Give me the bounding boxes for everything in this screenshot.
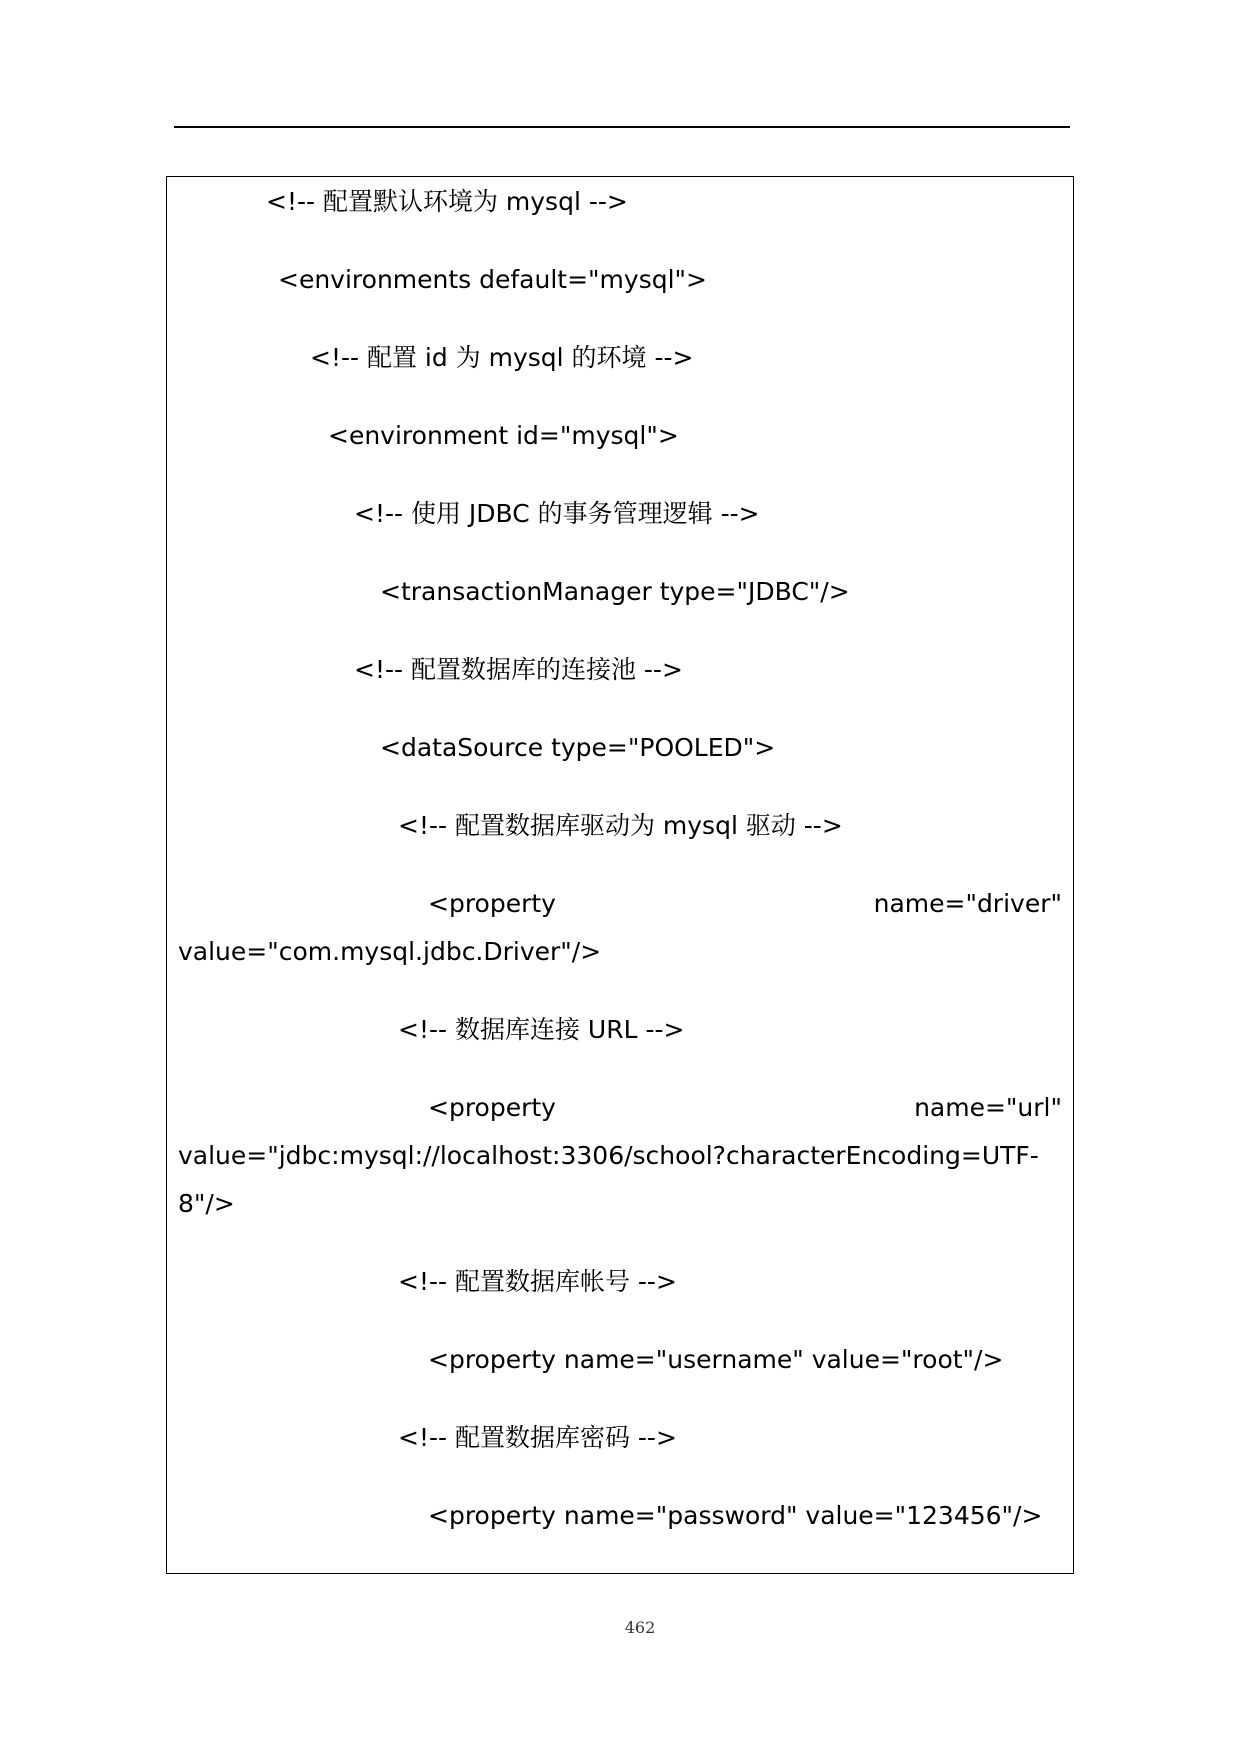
datasource-open-tag: <dataSource type="POOLED"> (380, 733, 776, 762)
driver-property-value: value="com.mysql.jdbc.Driver"/> (178, 937, 602, 966)
comment-jdbc-transaction: <!-- 使用 JDBC 的事务管理逻辑 --> (354, 499, 760, 528)
url-property-value: value="jdbc:mysql://localhost:3306/school?characterEncoding=UTF- (178, 1141, 1039, 1170)
username-property: <property name="username" value="root"/> (428, 1345, 1004, 1374)
url-property-value-end: 8"/> (178, 1189, 235, 1218)
header-rule (174, 126, 1070, 128)
password-property: <property name="password" value="123456"/> (428, 1501, 1043, 1530)
driver-property-name: name="driver" (873, 889, 1062, 918)
comment-connection-pool: <!-- 配置数据库的连接池 --> (354, 655, 683, 684)
comment-password: <!-- 配置数据库密码 --> (398, 1423, 677, 1452)
page-number: 462 (624, 1618, 656, 1637)
environment-open-tag: <environment id="mysql"> (328, 421, 679, 450)
transaction-manager-tag: <transactionManager type="JDBC"/> (380, 577, 850, 606)
comment-driver: <!-- 配置数据库驱动为 mysql 驱动 --> (398, 811, 843, 840)
driver-property-start: <property (428, 889, 556, 918)
url-property-start: <property (428, 1093, 556, 1122)
url-property-name: name="url" (914, 1093, 1062, 1122)
comment-username: <!-- 配置数据库帐号 --> (398, 1267, 677, 1296)
comment-environment-id: <!-- 配置 id 为 mysql 的环境 --> (310, 343, 694, 372)
comment-url: <!-- 数据库连接 URL --> (398, 1015, 685, 1044)
environments-open-tag: <environments default="mysql"> (278, 265, 707, 294)
comment-default-environment: <!-- 配置默认环境为 mysql --> (266, 187, 628, 216)
